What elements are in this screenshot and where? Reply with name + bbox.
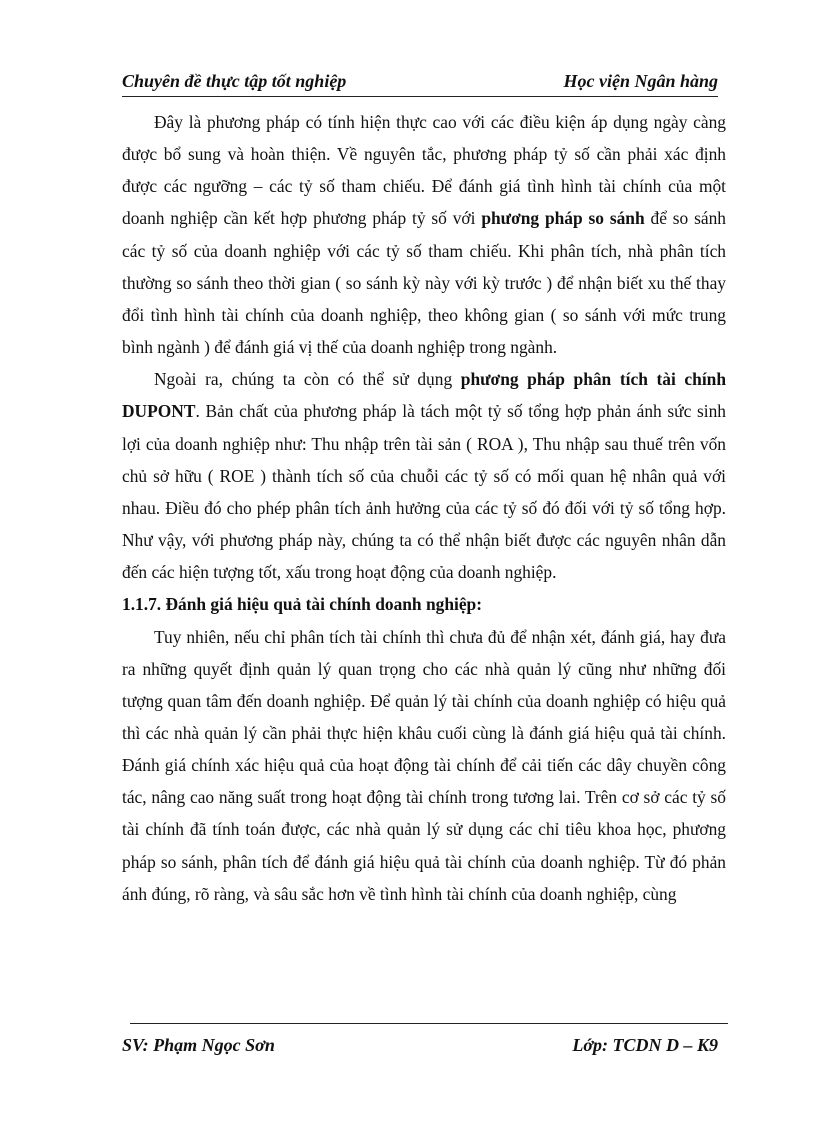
paragraph-text: Ngoài ra, chúng ta còn có thể sử dụng <box>154 369 461 390</box>
bold-term-comparison-method: phương pháp so sánh <box>481 208 645 229</box>
header-institution: Học viện Ngân hàng <box>563 71 718 91</box>
page-header <box>122 68 718 97</box>
header-document-title: Chuyên đề thực tập tốt nghiệp <box>122 71 347 91</box>
footer-class: Lớp: TCDN D – K9 <box>572 1035 718 1055</box>
paragraph-text: để so sánh các tỷ số của doanh nghiệp với các tỷ số tham chiếu. Khi phân tích, nhà phân tích thường so sánh theo thời gian ( so sánh kỳ này với kỳ trước ) để nhận biết xu thế thay đổi tình hình tài chính của doanh nghiệp, theo không gian ( so sánh với mức trung bình ngành ) để đánh giá vị thế của doanh nghiệp trong ngành. <box>122 208 726 358</box>
paragraph-text: . Bản chất của phương pháp là tách một tỷ số tổng hợp phản ánh sức sinh lợi của doanh nghiệp như: Thu nhập trên tài sản ( ROA ), Thu nhập sau thuế trên vốn chủ sở hữu ( ROE ) thành tích số của chuỗi các tỷ số có mối quan hệ nhân quả với nhau. Điều đó cho phép phân tích ảnh hưởng của các tỷ số đó đối với tỷ số tổng hợp. Như vậy, với phương pháp này, chúng ta có thể nhận biết được các nguyên nhân dẫn đến các hiện tượng tốt, xấu trong hoạt động của doanh nghiệp. <box>122 401 726 583</box>
footer-student-name: SV: Phạm Ngọc Sơn <box>122 1035 275 1055</box>
footer-divider <box>130 1023 728 1024</box>
section-heading: 1.1.7. Đánh giá hiệu quả tài chính doanh nghiệp: <box>122 594 483 615</box>
paragraph-dupont-method <box>122 363 726 588</box>
paragraph-ratio-method <box>122 106 726 363</box>
paragraph-financial-efficiency: Tuy nhiên, nếu chỉ phân tích tài chính thì chưa đủ để nhận xét, đánh giá, hay đưa ra những quyết định quản lý quan trọng cho các nhà quản lý cũng như những đối tượng quan tâm đến doanh nghiệp. Để quản lý tài chính của doanh nghiệp có hiệu quả thì các nhà quản lý cần phải thực hiện khâu cuối cùng là đánh giá hiệu quả tài chính. Đánh giá chính xác hiệu quả của hoạt động tài chính để cải tiến các dây chuyền công tác, nâng cao năng suất trong hoạt động tài chính trong tương lai. Trên cơ sở các tỷ số tài chính đã tính toán được, các nhà quản lý sử dụng các chỉ tiêu khoa học, phương pháp so sánh, phân tích để đánh giá hiệu quả tài chính của doanh nghiệp. Từ đó phản ánh đúng, rõ ràng, và sâu sắc hơn về tình hình tài chính của doanh nghiệp, cùng <box>122 626 726 904</box>
bold-term-dupont-method: phương pháp phân tích tài chính DUPONT <box>122 369 726 422</box>
page-body <box>122 106 726 910</box>
page-footer <box>122 1032 726 1058</box>
paragraph-text: Đây là phương pháp có tính hiện thực cao với các điều kiện áp dụng ngày càng được bổ sung và hoàn thiện. Về nguyên tắc, phương pháp tỷ số cần phải xác định được các ngưỡng – các tỷ số tham chiếu. Để đánh giá tình hình tài chính của một doanh nghiệp cần kết hợp phương pháp tỷ số với <box>122 112 726 229</box>
